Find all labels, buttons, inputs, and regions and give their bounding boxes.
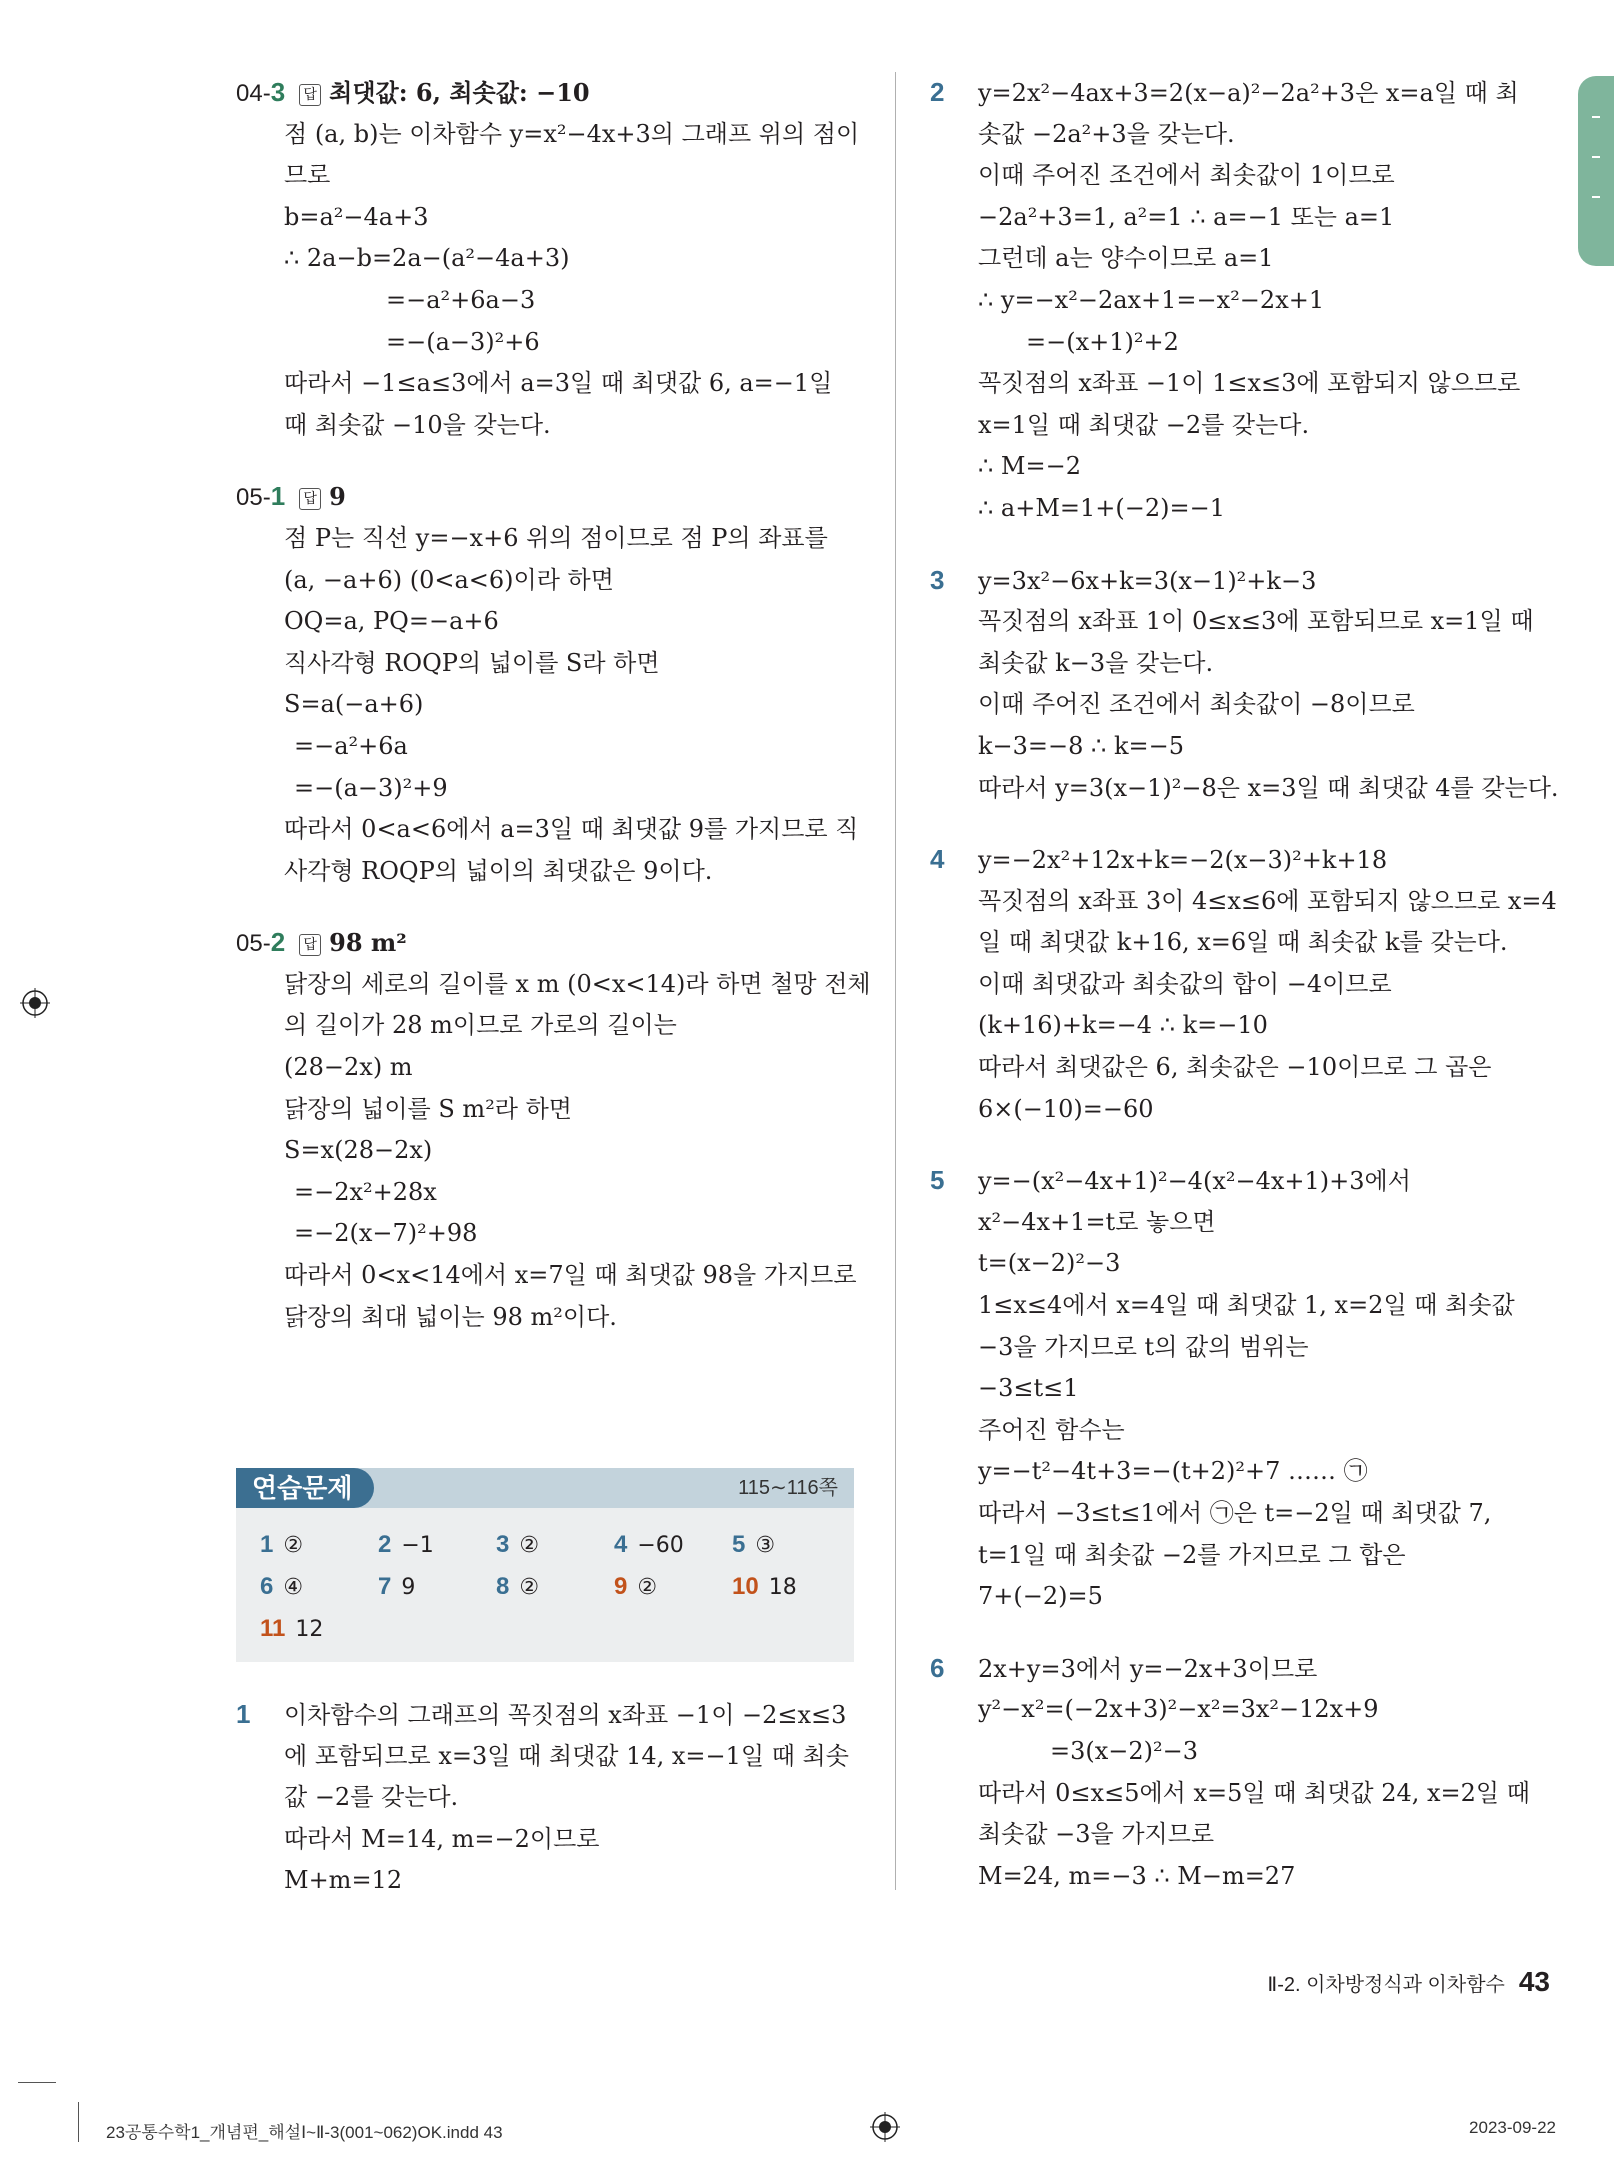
chapter-label: Ⅱ-2. 이차방정식과 이차함수 bbox=[1267, 1974, 1505, 1996]
solution-line: 꼭짓점의 x좌표 −1이 1≤x≤3에 포함되지 않으므로 bbox=[978, 369, 1521, 398]
solution-line: 에 포함되므로 x=3일 때 최댓값 14, x=−1일 때 최솟 bbox=[284, 1741, 849, 1770]
answer-item: 4 −60 bbox=[614, 1531, 684, 1558]
solution-line: 이때 주어진 조건에서 최솟값이 1이므로 bbox=[978, 161, 1395, 190]
solution-line: y=−t²−4t+3=−(t+2)²+7 …… ㉠ bbox=[978, 1457, 1368, 1486]
section-tab bbox=[1578, 76, 1614, 266]
trim-mark bbox=[18, 2082, 56, 2083]
solution-line: −2a²+3=1, a²=1 ∴ a=−1 또는 a=1 bbox=[978, 202, 1395, 231]
solution-line: =−2(x−7)²+98 bbox=[294, 1219, 478, 1248]
solution-line: 닭장의 넓이를 S m²라 하면 bbox=[284, 1094, 572, 1123]
solution-line: 값 −2를 갖는다. bbox=[284, 1783, 459, 1812]
practice-pages: 115∼116쪽 bbox=[738, 1477, 838, 1499]
solution-line: 따라서 0<x<14에서 x=7일 때 최댓값 98을 가지므로 bbox=[284, 1261, 857, 1290]
problem-number: 05-2 bbox=[236, 927, 286, 958]
solution-line: 3 y=3x²−6x+k=3(x−1)²+k−3 bbox=[930, 560, 1560, 602]
solution-line: =−(a−3)²+6 bbox=[386, 327, 540, 356]
solution-line: 이때 주어진 조건에서 최솟값이 −8이므로 bbox=[978, 690, 1415, 719]
answer-item: 2 −1 bbox=[378, 1531, 434, 1558]
solution-line: M=24, m=−3 ∴ M−m=27 bbox=[978, 1861, 1296, 1890]
solution-line: M+m=12 bbox=[284, 1866, 403, 1895]
answer-text: 98 m² bbox=[329, 928, 407, 958]
solution-line: x²−4x+1=t로 놓으면 bbox=[978, 1207, 1216, 1236]
solution-line: ∴ M=−2 bbox=[978, 452, 1081, 481]
answer-item: 6 ④ bbox=[260, 1573, 304, 1600]
solution-line: 직사각형 ROQP의 넓이를 S라 하면 bbox=[284, 648, 660, 677]
solution-line: (k+16)+k=−4 ∴ k=−10 bbox=[978, 1011, 1268, 1040]
solution-2 bbox=[930, 72, 1560, 530]
problem-05-2 bbox=[236, 922, 871, 1338]
solution-line: =−(a−3)²+9 bbox=[294, 773, 448, 802]
solution-number: 5 bbox=[930, 1165, 945, 1196]
answer-item: 7 9 bbox=[378, 1573, 416, 1600]
left-column bbox=[236, 72, 871, 1338]
solution-3 bbox=[930, 560, 1560, 810]
solution-line: =3(x−2)²−3 bbox=[1050, 1736, 1199, 1765]
solution-line: 7+(−2)=5 bbox=[978, 1582, 1103, 1611]
answer-item: 11 12 bbox=[260, 1615, 324, 1642]
solution-line: t=1일 때 최솟값 −2를 가지므로 그 합은 bbox=[978, 1540, 1406, 1569]
solution-line: 따라서 최댓값은 6, 최솟값은 −10이므로 그 곱은 bbox=[978, 1053, 1492, 1082]
solution-line: 꼭짓점의 x좌표 1이 0≤x≤3에 포함되므로 x=1일 때 bbox=[978, 607, 1534, 636]
answer-item: 9 ② bbox=[614, 1573, 658, 1600]
trim-mark bbox=[78, 2102, 79, 2142]
right-column bbox=[930, 72, 1560, 1897]
solution-5 bbox=[930, 1160, 1560, 1618]
solution-line: OQ=a, PQ=−a+6 bbox=[284, 607, 499, 636]
solution-line: 5 y=−(x²−4x+1)²−4(x²−4x+1)+3에서 bbox=[930, 1160, 1560, 1202]
answer-box-icon: 답 bbox=[299, 84, 321, 106]
solution-line: ∴ 2a−b=2a−(a²−4a+3) bbox=[284, 244, 570, 273]
solution-line: b=a²−4a+3 bbox=[284, 202, 429, 231]
solution-line: 의 길이가 28 m이므로 가로의 길이는 bbox=[284, 1011, 677, 1040]
answer-text: 최댓값: 6, 최솟값: −10 bbox=[329, 78, 590, 107]
solution-line: 꼭짓점의 x좌표 3이 4≤x≤6에 포함되지 않으므로 x=4 bbox=[978, 886, 1557, 915]
answer-item: 5 ③ bbox=[732, 1531, 776, 1558]
solution-line: 주어진 함수는 bbox=[978, 1415, 1125, 1444]
solution-line: −3을 가지므로 t의 값의 범위는 bbox=[978, 1332, 1309, 1361]
solution-line: 사각형 ROQP의 넓이의 최댓값은 9이다. bbox=[284, 856, 713, 885]
answer-grid bbox=[260, 1524, 850, 1650]
solution-line: 따라서 y=3(x−1)²−8은 x=3일 때 최댓값 4를 갖는다. bbox=[978, 773, 1559, 802]
page-number: 43 bbox=[1518, 1966, 1550, 1997]
solution-number: 6 bbox=[930, 1652, 945, 1683]
solution-line: (28−2x) m bbox=[284, 1053, 413, 1082]
solution-line: 따라서 −3≤t≤1에서 ㉠은 t=−2일 때 최댓값 7, bbox=[978, 1499, 1492, 1527]
slug-filename: 23공통수학1_개념편_해설Ⅰ~Ⅱ-3(001~062)OK.indd 43 bbox=[106, 2123, 503, 2142]
solution-line: 따라서 0<a<6에서 a=3일 때 최댓값 9를 가지므로 직 bbox=[284, 815, 859, 844]
solution-line: k−3=−8 ∴ k=−5 bbox=[978, 731, 1184, 760]
solution-line: 최솟값 k−3을 갖는다. bbox=[978, 648, 1214, 677]
solution-line: 일 때 최댓값 k+16, x=6일 때 최솟값 k를 갖는다. bbox=[978, 928, 1508, 957]
solution-line: x=1일 때 최댓값 −2를 갖는다. bbox=[978, 410, 1310, 439]
answer-text: 9 bbox=[329, 482, 346, 512]
solution-line: 닭장의 세로의 길이를 x m (0<x<14)라 하면 철망 전체 bbox=[284, 969, 871, 998]
registration-mark-icon bbox=[20, 988, 50, 1018]
solution-line: 1 이차함수의 그래프의 꼭짓점의 x좌표 −1이 −2≤x≤3 bbox=[236, 1694, 856, 1736]
solution-number: 4 bbox=[930, 844, 945, 875]
answer-item: 10 18 bbox=[732, 1573, 797, 1600]
solution-line: S=a(−a+6) bbox=[284, 690, 424, 719]
solution-line: 이때 최댓값과 최솟값의 합이 −4이므로 bbox=[978, 969, 1392, 998]
solution-number: 2 bbox=[930, 77, 945, 107]
solution-line: (a, −a+6) (0<a<6)이라 하면 bbox=[284, 565, 614, 594]
solution-line: 점 (a, b)는 이차함수 y=x²−4x+3의 그래프 위의 점이 bbox=[284, 119, 860, 148]
answer-item: 8 ② bbox=[496, 1573, 540, 1600]
answer-item: 1 ② bbox=[260, 1531, 304, 1558]
solution-line: 따라서 0≤x≤5에서 x=5일 때 최댓값 24, x=2일 때 bbox=[978, 1778, 1530, 1807]
solution-line: 1≤x≤4에서 x=4일 때 최댓값 1, x=2일 때 최솟값 bbox=[978, 1291, 1515, 1320]
answer-box-icon: 답 bbox=[299, 488, 321, 510]
solution-line: 2 y=2x²−4ax+3=2(x−a)²−2a²+3은 x=a일 때 최 bbox=[930, 72, 1560, 114]
solution-line: 솟값 −2a²+3을 갖는다. bbox=[978, 119, 1235, 148]
solution-line: 6 2x+y=3에서 y=−2x+3이므로 bbox=[930, 1648, 1560, 1690]
solution-line: 때 최솟값 −10을 갖는다. bbox=[284, 410, 551, 439]
solution-6 bbox=[930, 1648, 1560, 1898]
problem-number: 05-1 bbox=[236, 481, 286, 512]
solution-line: 최솟값 −3을 가지므로 bbox=[978, 1820, 1215, 1849]
registration-mark-icon bbox=[870, 2112, 900, 2142]
solution-1 bbox=[236, 1694, 856, 1902]
solution-line: ∴ a+M=1+(−2)=−1 bbox=[978, 493, 1225, 522]
page-footer bbox=[1267, 1966, 1550, 1998]
solution-line: 닭장의 최대 넓이는 98 m²이다. bbox=[284, 1302, 617, 1331]
problem-number: 04-3 bbox=[236, 77, 286, 107]
solution-4 bbox=[930, 839, 1560, 1130]
solution-number: 3 bbox=[930, 564, 945, 595]
solution-line: 점 P는 직선 y=−x+6 위의 점이므로 점 P의 좌표를 bbox=[284, 523, 828, 552]
solution-line: 므로 bbox=[284, 161, 331, 190]
problem-header bbox=[236, 922, 856, 964]
problem-header bbox=[236, 72, 856, 114]
solution-line: =−2x²+28x bbox=[294, 1177, 437, 1206]
slug-date: 2023-09-22 bbox=[1469, 2118, 1556, 2137]
solution-line: 6×(−10)=−60 bbox=[978, 1094, 1154, 1123]
practice-title: 연습문제 bbox=[236, 1468, 374, 1508]
problem-header bbox=[236, 476, 856, 518]
solution-line: =−a²+6a bbox=[294, 731, 408, 760]
answer-box-icon: 답 bbox=[299, 934, 321, 956]
solution-line: S=x(28−2x) bbox=[284, 1136, 433, 1165]
practice-answers-box bbox=[236, 1468, 854, 1662]
solution-number: 1 bbox=[236, 1699, 251, 1729]
answer-item: 3 ② bbox=[496, 1531, 540, 1558]
solution-line: y²−x²=(−2x+3)²−x²=3x²−12x+9 bbox=[978, 1695, 1379, 1724]
problem-04-3 bbox=[236, 72, 860, 446]
solution-line: 따라서 M=14, m=−2이므로 bbox=[284, 1824, 600, 1853]
solution-line: =−(x+1)²+2 bbox=[1026, 327, 1179, 356]
solution-line: t=(x−2)²−3 bbox=[978, 1249, 1121, 1278]
solution-line: =−a²+6a−3 bbox=[386, 285, 536, 314]
solution-line: 따라서 −1≤a≤3에서 a=3일 때 최댓값 6, a=−1일 bbox=[284, 369, 833, 398]
problem-05-1 bbox=[236, 476, 859, 892]
solution-line: ∴ y=−x²−2ax+1=−x²−2x+1 bbox=[978, 285, 1325, 314]
practice-header bbox=[236, 1468, 854, 1508]
solution-line: 4 y=−2x²+12x+k=−2(x−3)²+k+18 bbox=[930, 839, 1560, 881]
solution-line: −3≤t≤1 bbox=[978, 1374, 1079, 1403]
column-divider bbox=[895, 72, 896, 1890]
solution-line: 그런데 a는 양수이므로 a=1 bbox=[978, 244, 1274, 273]
